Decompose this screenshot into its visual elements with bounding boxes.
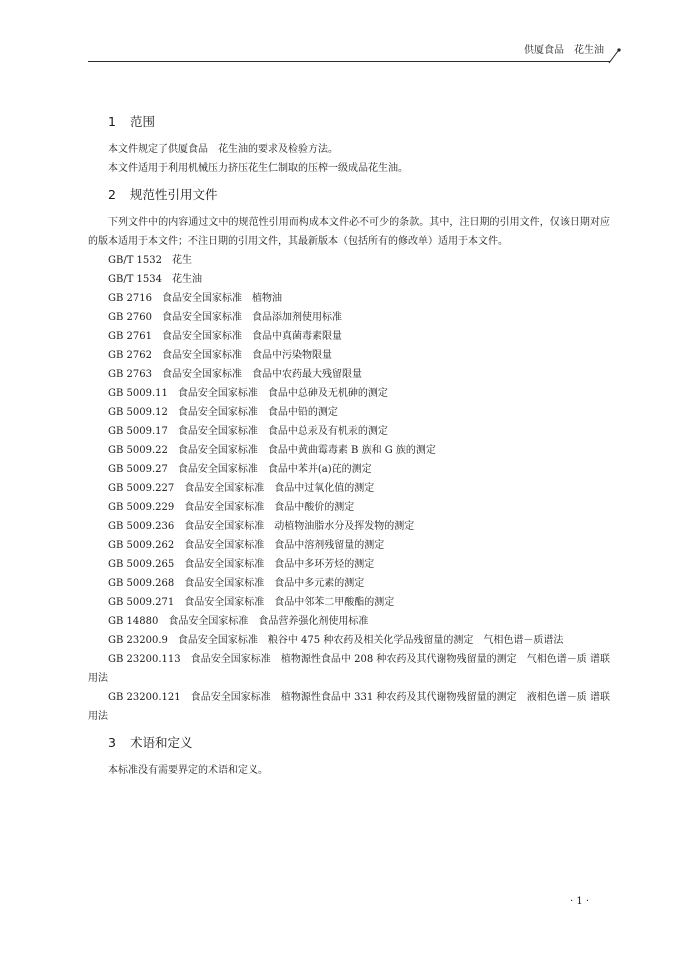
header-rule: [88, 61, 610, 62]
reference-item: [88, 593, 610, 612]
section-number: 2: [108, 187, 116, 202]
reference-code: GB 23200.113: [108, 654, 181, 665]
reference-title: 食品安全国家标准 食品中总汞及有机汞的测定: [177, 426, 388, 437]
reference-item: [88, 308, 610, 327]
section-heading: [108, 187, 610, 203]
reference-item: [88, 688, 610, 726]
reference-code: GB 5009.236: [108, 521, 175, 532]
section-heading: [108, 735, 610, 751]
reference-code: GB 23200.9: [108, 635, 168, 646]
header-corner-mark-icon: [606, 44, 622, 64]
reference-item: [88, 289, 610, 308]
reference-item: [88, 422, 610, 441]
page-header: [88, 44, 622, 62]
section-title: 规范性引用文件: [130, 187, 218, 202]
section-title: 范围: [130, 114, 156, 129]
reference-item: [88, 270, 610, 289]
reference-item: [88, 460, 610, 479]
header-title: 供厦食品 花生油: [524, 45, 604, 56]
reference-intro: 下列文件中的内容通过文中的规范性引用而构成本文件必不可少的条款。其中，注日期的引用文件，仅该日期对应的版本适用于本文件；不注日期的引用文件，其最新版本（包括所有的修改单）适用于本文件。: [88, 217, 610, 247]
reference-title: 食品安全国家标准 食品中污染物限量: [161, 350, 332, 361]
reference-title: 食品安全国家标准 食品中真菌毒素限量: [161, 331, 342, 342]
reference-item: [88, 498, 610, 517]
reference-item: [88, 574, 610, 593]
section-title: 术语和定义: [130, 735, 193, 750]
section-spacer: [88, 726, 610, 735]
reference-item: [88, 441, 610, 460]
reference-item: [88, 251, 610, 270]
reference-title: 食品安全国家标准 植物油: [161, 293, 282, 304]
reference-item: [88, 479, 610, 498]
reference-item: [88, 536, 610, 555]
reference-title: 食品安全国家标准 食品营养强化剂使用标准: [168, 616, 369, 627]
reference-item: [88, 403, 610, 422]
section-terms-definitions: [88, 735, 610, 780]
reference-item: [88, 517, 610, 536]
reference-title: 花生: [172, 255, 193, 266]
page-number: · 1 ·: [570, 896, 590, 907]
document-body: [88, 114, 610, 780]
reference-code: GB 5009.268: [108, 578, 175, 589]
reference-code: GB/T 1532: [108, 255, 163, 266]
reference-title: 食品安全国家标准 食品中多元素的测定: [184, 578, 365, 589]
reference-code: GB 5009.11: [108, 388, 168, 399]
reference-item: [88, 631, 610, 650]
reference-title: 食品安全国家标准 食品中溶剂残留量的测定: [184, 540, 385, 551]
reference-code: GB 2760: [108, 312, 152, 323]
section-heading: [108, 114, 610, 130]
reference-title: 食品安全国家标准 食品中多环芳烃的测定: [184, 559, 375, 570]
reference-title: 花生油: [172, 274, 203, 285]
reference-list: [88, 251, 610, 726]
paragraph: 本标准没有需要界定的术语和定义。: [108, 765, 268, 776]
reference-code: GB 5009.229: [108, 502, 175, 513]
reference-title: 食品安全国家标准 食品中苯并(a)芘的测定: [177, 464, 372, 475]
section-number: 3: [108, 735, 116, 750]
section-normative-references: [88, 187, 610, 735]
reference-code: GB/T 1534: [108, 274, 163, 285]
reference-code: GB 5009.262: [108, 540, 175, 551]
section-number: 1: [108, 114, 116, 129]
reference-item: [88, 384, 610, 403]
reference-item: [88, 365, 610, 384]
reference-item: [88, 650, 610, 688]
reference-item: [88, 612, 610, 631]
reference-title: 食品安全国家标准 食品中酸价的测定: [184, 502, 355, 513]
reference-title: 食品安全国家标准 动植物油脂水分及挥发物的测定: [184, 521, 415, 532]
reference-code: GB 5009.27: [108, 464, 168, 475]
reference-title: 食品安全国家标准 食品中农药最大残留限量: [161, 369, 362, 380]
reference-code: GB 5009.12: [108, 407, 168, 418]
reference-code: GB 2761: [108, 331, 152, 342]
reference-code: GB 2763: [108, 369, 152, 380]
reference-title: 食品安全国家标准 食品添加剂使用标准: [161, 312, 342, 323]
reference-code: GB 5009.227: [108, 483, 175, 494]
paragraph: 本文件适用于利用机械压力挤压花生仁制取的压榨一级成品花生油。: [108, 163, 408, 174]
reference-item: [88, 555, 610, 574]
reference-title: 食品安全国家标准 食品中过氧化值的测定: [184, 483, 375, 494]
section-spacer: [88, 178, 610, 187]
paragraph: 本文件规定了供厦食品 花生油的要求及检验方法。: [108, 144, 338, 155]
reference-title: 食品安全国家标准 食品中铅的测定: [177, 407, 338, 418]
reference-code: GB 2762: [108, 350, 152, 361]
reference-code: GB 5009.22: [108, 445, 168, 456]
reference-title: 食品安全国家标准 食品中黄曲霉毒素 B 族和 G 族的测定: [177, 445, 436, 456]
reference-title: 食品安全国家标准 植物源性食品中 208 种农药及其代谢物残留量的测定 气相色谱－质 谱联用法: [88, 654, 611, 684]
reference-code: GB 5009.17: [108, 426, 168, 437]
reference-title: 食品安全国家标准 植物源性食品中 331 种农药及其代谢物残留量的测定 液相色谱－质 谱联用法: [88, 692, 611, 722]
reference-code: GB 23200.121: [108, 692, 181, 703]
section-scope: [88, 114, 610, 187]
reference-code: GB 5009.265: [108, 559, 175, 570]
reference-item: [88, 346, 610, 365]
reference-title: 食品安全国家标准 食品中邻苯二甲酸酯的测定: [184, 597, 395, 608]
reference-code: GB 5009.271: [108, 597, 175, 608]
reference-code: GB 2716: [108, 293, 152, 304]
reference-item: [88, 327, 610, 346]
reference-title: 食品安全国家标准 食品中总砷及无机砷的测定: [177, 388, 388, 399]
reference-code: GB 14880: [108, 616, 159, 627]
reference-title: 食品安全国家标准 粮谷中 475 种农药及相关化学品残留量的测定 气相色谱－质谱法: [177, 635, 564, 646]
